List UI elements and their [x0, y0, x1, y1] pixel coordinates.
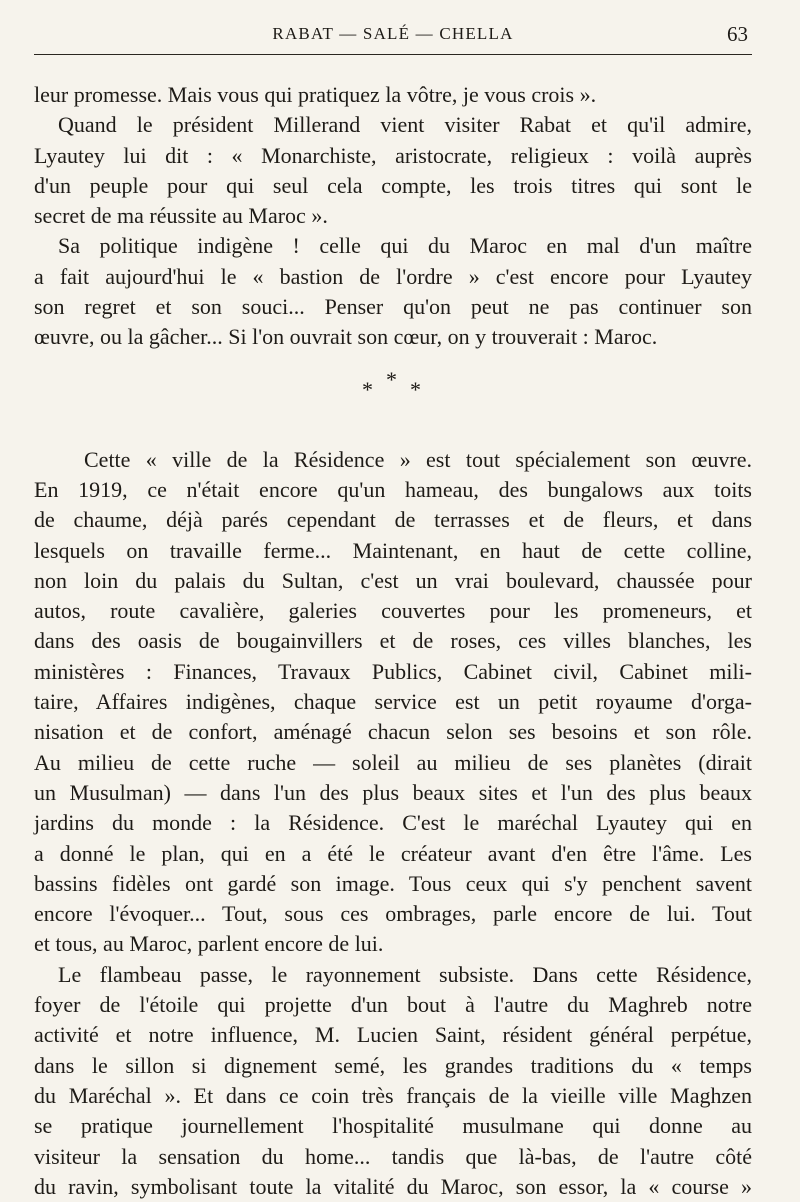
- text-line: du ravin, symbolisant toute la vitalité du Maroc, son essor, la « course »: [34, 1173, 752, 1199]
- text-line: œuvre, ou la gâcher... Si l'on ouvrait son cœur, on y trouverait : Maroc.: [34, 324, 658, 350]
- text-line: activité et notre influence, M. Lucien Saint, résident général perpétue,: [34, 1022, 752, 1048]
- paragraph: [34, 80, 752, 110]
- text-line: Au milieu de cette ruche — soleil au milieu de ses planètes (dirait: [34, 749, 752, 775]
- asterism-star: *: [386, 366, 397, 392]
- text-line: jardins du monde : la Résidence. C'est le maréchal Lyautey qui en: [34, 810, 752, 836]
- text-line: lesquels on travaille ferme... Maintenant, en haut de cette colline,: [34, 537, 752, 563]
- asterism-star: *: [410, 376, 421, 402]
- text-line: dans des oasis de bougainvillers et de roses, ces villes blanches, les: [34, 628, 752, 654]
- text-line: leur promesse. Mais vous qui pratiquez la vôtre, je vous crois ».: [34, 82, 597, 107]
- paragraph: [34, 445, 752, 960]
- text-line: a donné le plan, qui en a été le créateur avant d'en être l'âme. Les: [34, 840, 752, 866]
- section-separator: [34, 353, 752, 445]
- text-line: se pratique journellement l'hospitalité musulmane qui donne au: [34, 1113, 752, 1139]
- text-line: Quand le président Millerand vient visiter Rabat et qu'il admire,: [58, 112, 752, 138]
- text-line: autos, route cavalière, galeries couvertes pour les promeneurs, et: [34, 598, 752, 624]
- text-line: secret de ma réussite au Maroc ».: [34, 203, 328, 229]
- text-line: d'un peuple pour qui seul cela compte, les trois titres qui sont le: [34, 172, 752, 198]
- text-line: Cette « ville de la Résidence » est tout spécialement son œuvre.: [84, 446, 752, 472]
- text-line: bassins fidèles ont gardé son image. Tous ceux qui s'y penchent savent: [34, 870, 752, 896]
- text-line: En 1919, ce n'était encore qu'un hameau, des bungalows aux toits: [34, 476, 752, 502]
- text-line: foyer de l'étoile qui projette d'un bout à l'autre du Maghreb notre: [34, 992, 752, 1018]
- paragraph: [34, 231, 752, 352]
- text-line: taire, Affaires indigènes, chaque service est un petit royaume d'orga-: [34, 689, 752, 715]
- text-line: de chaume, déjà parés cependant de terrasses et de fleurs, et dans: [34, 507, 752, 533]
- asterism-star: *: [362, 376, 373, 402]
- text-line: un Musulman) — dans l'un des plus beaux sites et l'un des plus beaux: [34, 779, 752, 805]
- running-title: RABAT — SALÉ — CHELLA: [272, 24, 514, 43]
- text-line: encore l'évoquer... Tout, sous ces ombrages, parle encore de lui. Tout: [34, 901, 752, 927]
- text-line: Sa politique indigène ! celle qui du Maroc en mal d'un maître: [58, 233, 752, 259]
- text-line: non loin du palais du Sultan, c'est un vrai boulevard, chaussée pour: [34, 567, 752, 593]
- running-head: [34, 20, 752, 55]
- text-line: visiteur la sensation du home... tandis que là-bas, de l'autre côté: [34, 1143, 752, 1169]
- page-number: 63: [727, 22, 748, 46]
- text-line: Lyautey lui dit : « Monarchiste, aristocrate, religieux : voilà auprès: [34, 142, 752, 168]
- text-line: nisation et de confort, aménagé chacun selon ses besoins et son rôle.: [34, 719, 752, 745]
- text-line: a fait aujourd'hui le « bastion de l'ordre » c'est encore pour Lyautey: [34, 263, 752, 289]
- paragraph: [34, 960, 752, 1202]
- text-line: du Maréchal ». Et dans ce coin très français de la vieille ville Maghzen: [34, 1082, 752, 1108]
- text-line: ministères : Finances, Travaux Publics, Cabinet civil, Cabinet mili-: [34, 658, 752, 684]
- text-line: et tous, au Maroc, parlent encore de lui.: [34, 931, 384, 957]
- body-text: [34, 80, 752, 1202]
- text-line: Le flambeau passe, le rayonnement subsiste. Dans cette Résidence,: [58, 961, 752, 987]
- paragraph: [34, 110, 752, 231]
- text-line: dans le sillon si dignement semé, les grandes traditions du « temps: [34, 1052, 752, 1078]
- text-line: son regret et son souci... Penser qu'on peut ne pas continuer son: [34, 294, 752, 320]
